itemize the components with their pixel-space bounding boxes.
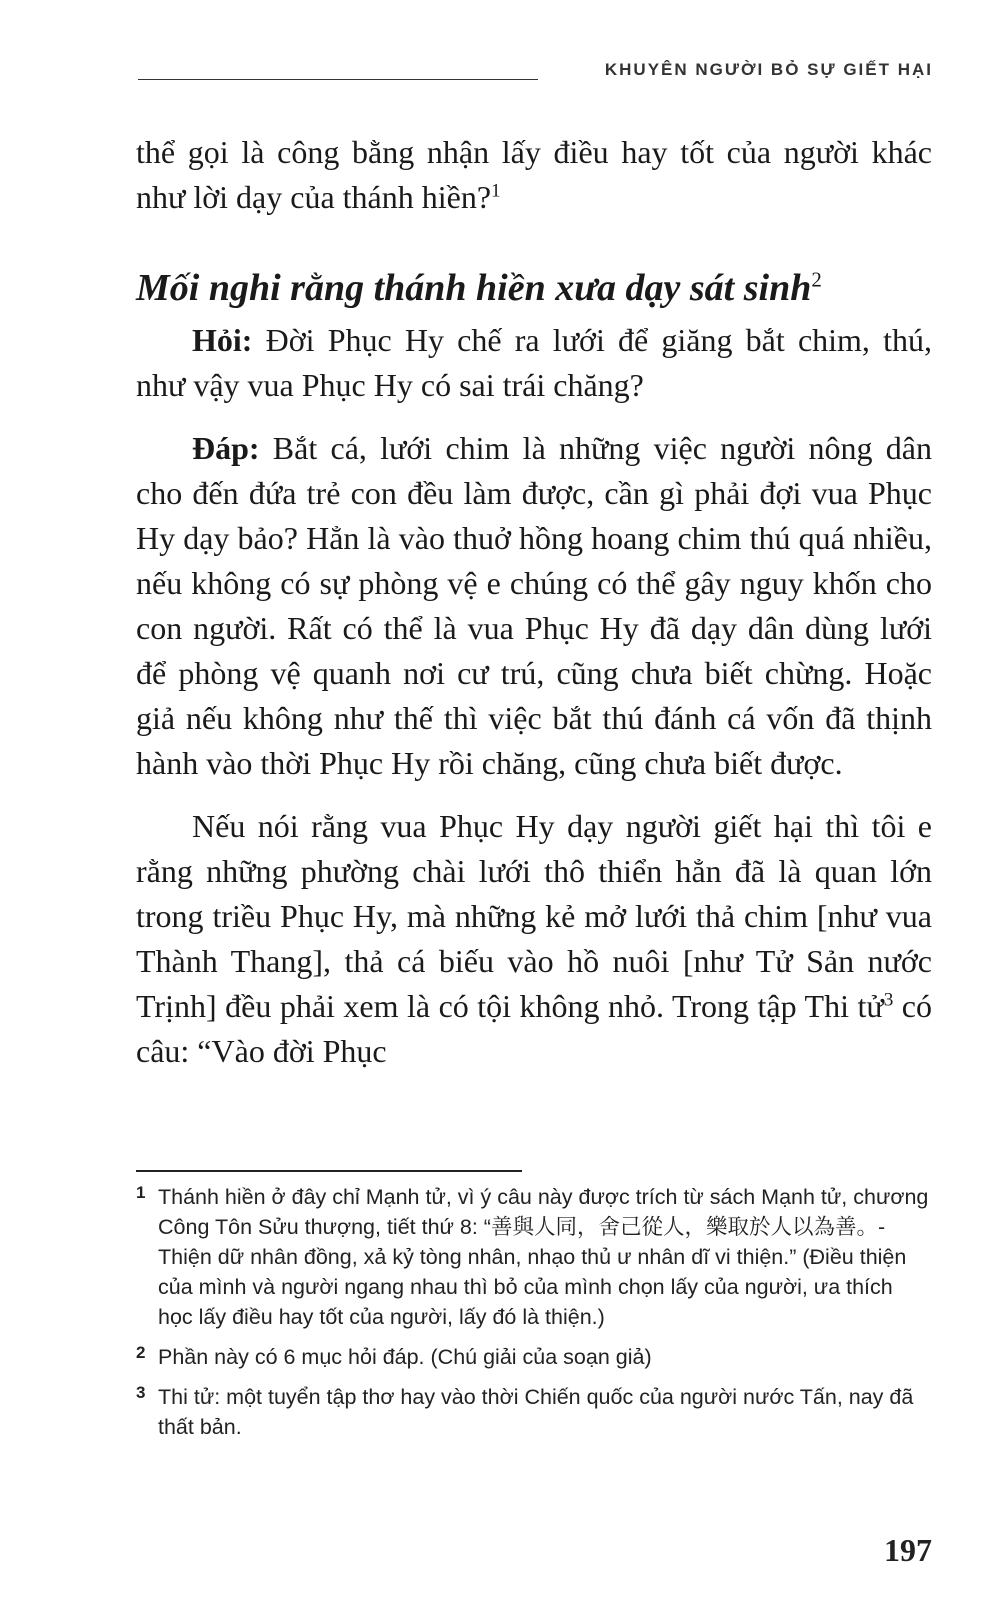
question-label: Hỏi: — [192, 322, 253, 358]
page-content — [136, 130, 932, 1074]
answer-text: Bắt cá, lưới chim là những việc người nông dân cho đến đứa trẻ con đều làm được, cần gì phải đợi vua Phục Hy dạy bảo? Hẳn là vào thuở hồng hoang chim thú quá nhiều, nếu không có sự phòng vệ e chúng có thể gây nguy khốn cho con người. Rất có thể là vua Phục Hy đã dạy dân dùng lưới để phòng vệ quanh nơi cư trú, cũng chưa biết chừng. Hoặc giả nếu không như thế thì việc bắt thú đánh cá vốn đã thịnh hành vào thời Phục Hy rồi chăng, cũng chưa biết được. — [136, 430, 932, 781]
footnote-number: 3 — [136, 1383, 146, 1402]
footnote-text: Thánh hiền ở đây chỉ Mạnh tử, vì ý câu này được trích từ sách Mạnh tử, chương Công Tôn Sửu thượng, tiết thứ 8: “善與人同，舍己從人，樂取於人以為善。- Thiện dữ nhân đồng, xả kỷ tòng nhân, nhạo thủ ư nhân dĩ vi thiện.” (Điều thiện của mình và người ngang nhau thì bỏ của mình chọn lấy của người, ưa thích học lấy điều hay tốt của người, lấy đó là thiện.) — [158, 1185, 929, 1329]
section-heading — [136, 260, 932, 316]
footnote-ref-3: 3 — [883, 989, 894, 1011]
footnote-ref-1: 1 — [491, 180, 501, 202]
running-header — [138, 58, 933, 88]
paragraph-3-text: Nếu nói rằng vua Phục Hy dạy người giết hại thì tôi e rằng những phường chài lưới thô thiển hẳn đã là quan lớn trong triều Phục Hy, mà những kẻ mở lưới thả chim [như vua Thành Thang], thả cá biếu vào hồ nuôi [như Tử Sản nước Trịnh] đều phải xem là có tội không nhỏ. Trong tập Thi tử — [136, 808, 932, 1024]
intro-paragraph — [136, 130, 932, 220]
footnote-ref-2: 2 — [811, 267, 822, 292]
section-heading-text: Mối nghi rằng thánh hiền xưa dạy sát sinh — [136, 267, 812, 309]
footnote-2 — [136, 1342, 932, 1372]
footnote-text: Thi tử: một tuyển tập thơ hay vào thời Chiến quốc của người nước Tấn, nay đã thất bản. — [158, 1385, 914, 1439]
paragraph-3-text-end: có câu: “Vào đời Phục — [136, 988, 933, 1069]
footnote-number: 2 — [136, 1343, 146, 1362]
header-rule — [138, 79, 538, 80]
question-text: Đời Phục Hy chế ra lưới để giăng bắt chim, thú, như vậy vua Phục Hy có sai trái chăng? — [136, 322, 932, 403]
footnote-1 — [136, 1182, 932, 1332]
footnote-3 — [136, 1382, 932, 1442]
footnote-number: 1 — [136, 1183, 146, 1202]
paragraph-3 — [136, 804, 932, 1074]
answer-paragraph — [136, 426, 932, 786]
page-number: 197 — [884, 1532, 932, 1568]
intro-text: thể gọi là công bằng nhận lấy điều hay tốt của người khác như lời dạy của thánh hiền? — [136, 134, 932, 215]
footnotes — [136, 1182, 932, 1452]
question-paragraph — [136, 318, 932, 408]
footnote-text: Phần này có 6 mục hỏi đáp. (Chú giải của soạn giả) — [158, 1345, 652, 1369]
footnote-rule — [136, 1170, 522, 1172]
running-title: KHUYÊN NGƯỜI BỎ SỰ GIẾT HẠI — [604, 60, 933, 79]
answer-label: Đáp: — [192, 430, 260, 466]
